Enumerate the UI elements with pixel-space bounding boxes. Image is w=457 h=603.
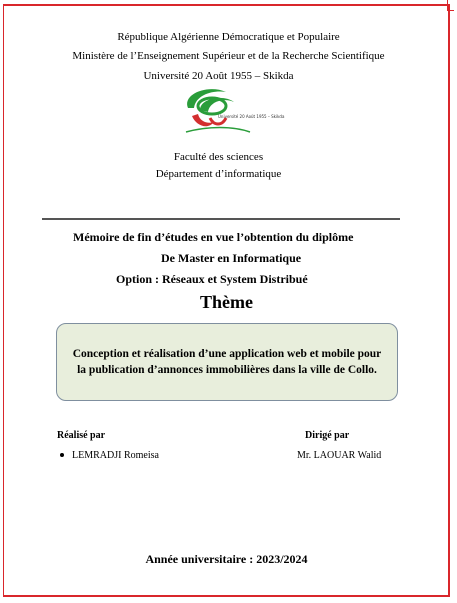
page-corner-mark: [447, 0, 454, 11]
option-line: Option : Réseaux et System Distribué: [116, 272, 308, 286]
theme-heading: Thème: [200, 292, 253, 312]
student-item: [60, 450, 159, 461]
student-name: LEMRADJI Romeisa: [72, 450, 159, 461]
republic-title: République Algérienne Démocratique et Populaire: [117, 31, 340, 43]
academic-year: Année universitaire : 2023/2024: [145, 552, 308, 566]
faculty-name: Faculté des sciences: [173, 151, 264, 163]
memoir-line: Mémoire de fin d’études en vue l’obtention du diplôme: [73, 230, 354, 244]
university-logo-icon: [178, 86, 285, 138]
department-name: Département d’informatique: [155, 168, 282, 180]
master-line: De Master en Informatique: [161, 251, 302, 265]
divider: [42, 218, 400, 220]
university-title: Université 20 Août 1955 – Skikda: [143, 70, 294, 82]
theme-text: Conception et réalisation d’une application web et mobile pour la publication d’annonces immobilières dans la ville de Collo.: [72, 348, 382, 376]
ministry-title: Ministère de l’Enseignement Supérieur et de la Recherche Scientifique: [72, 50, 385, 62]
theme-box: [56, 323, 398, 401]
supervisor-name: Mr. LAOUAR Walid: [297, 450, 382, 461]
dirige-label: Dirigé par: [305, 430, 350, 441]
bullet-icon: [60, 453, 64, 457]
realise-label: Réalisé par: [57, 430, 106, 441]
logo-caption: Université 20 Août 1955 – Skikda: [218, 114, 285, 119]
